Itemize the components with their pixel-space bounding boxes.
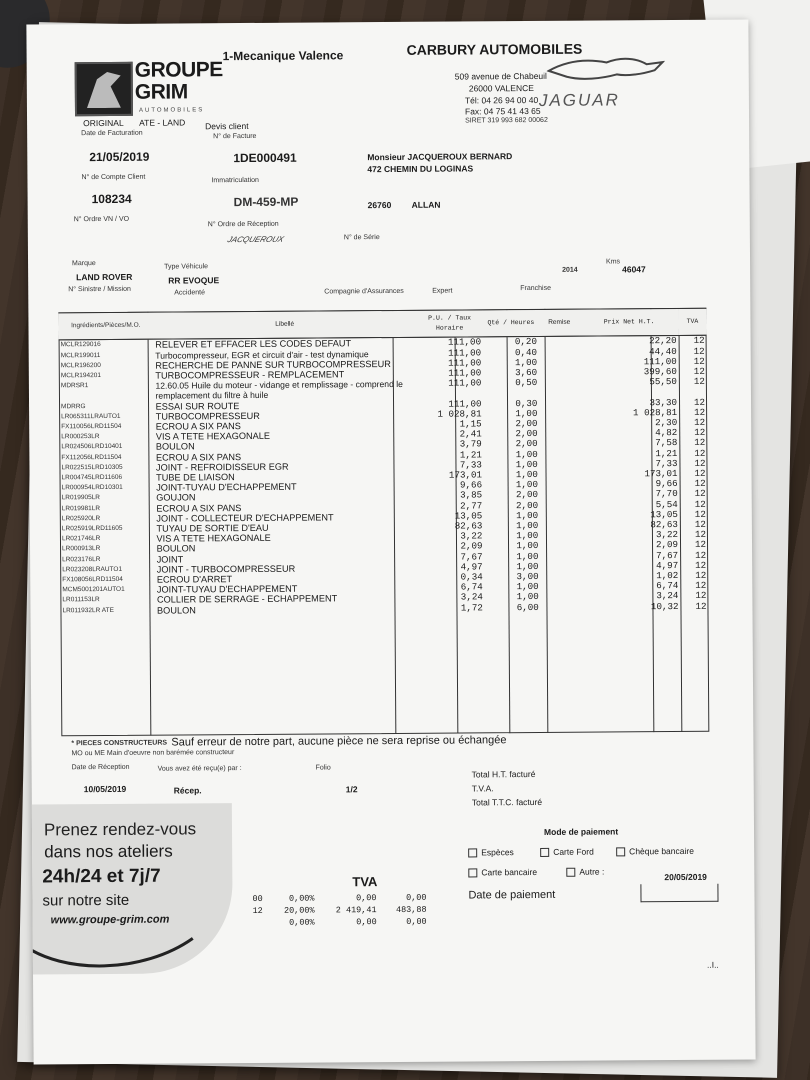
cell-tva: 12 (694, 539, 707, 551)
reception-date: 10/05/2019 (83, 783, 127, 795)
cell-tva: 12 (694, 488, 706, 500)
address-2: 26000 VALENCE (468, 82, 534, 94)
cell-pu: 1 028,81 (437, 408, 482, 420)
fax: Fax: 04 75 41 43 65 (464, 105, 541, 117)
payment-date-label: Date de paiement (468, 888, 556, 902)
cell-tva: 12 (693, 355, 705, 367)
pay-autre[interactable] (566, 867, 604, 878)
cell-remise (540, 470, 581, 480)
cell-remise (539, 337, 580, 348)
tva-code: 00 (252, 893, 263, 904)
expert-label: Expert (432, 287, 453, 295)
cell-remise (540, 531, 581, 541)
recu-label: Vous avez été reçu(e) par : (157, 765, 242, 773)
cell-remise (539, 409, 580, 419)
cell-ref: LR000253LR (61, 433, 100, 441)
cell-pu: 0,34 (460, 571, 483, 583)
cell-qte: 1,00 (515, 448, 538, 460)
mo-note: MO ou ME Main d'oeuvre non barémée constructeur (71, 749, 235, 758)
cell-ref: LR025919LRD11605 (61, 524, 123, 533)
cell-tva: 12 (694, 498, 706, 510)
tva-rate: 0,00% (289, 917, 315, 928)
cell-ref: MDRSR1 (60, 382, 89, 390)
cell-qte: 1,00 (516, 591, 539, 603)
cell-qte: 1,00 (516, 530, 539, 542)
items-table (58, 308, 708, 616)
cell-pu: 173,01 (448, 469, 483, 481)
cell-net: 399,60 (643, 366, 677, 378)
cell-tva: 12 (695, 569, 707, 581)
promo-line-1: Prenez rendez-vous (43, 819, 197, 840)
cell-tva: 12 (694, 518, 706, 530)
cell-remise (539, 347, 580, 357)
cell-libelle: TURBOCOMPRESSEUR (155, 410, 260, 422)
cell-tva: 12 (694, 406, 706, 418)
promo-line-2: dans nos ateliers (44, 841, 173, 862)
reception-order-label: N° Ordre de Réception (207, 220, 279, 229)
cell-remise (541, 592, 582, 602)
cell-libelle: ESSAI SUR ROUTE (155, 400, 240, 412)
tva-amount: 0,00 (406, 892, 427, 903)
cheque-label: Chèque bancaire (629, 845, 694, 857)
tva-code: 12 (252, 905, 263, 916)
cell-net: 7,33 (655, 457, 678, 469)
cell-net: 4,82 (655, 427, 678, 439)
pay-especes[interactable] (468, 847, 514, 858)
pay-cheque[interactable] (616, 846, 694, 857)
carte-ford-label: Carte Ford (553, 846, 594, 857)
invoice-page (26, 19, 755, 1064)
cell-net: 111,00 (643, 355, 677, 368)
cell-qte: 1,00 (516, 560, 539, 572)
brand-logo-text: GROUPE GRIM (134, 58, 223, 104)
tva-base: 0,00 (356, 917, 377, 928)
cell-ref: LR021746LR (61, 535, 101, 543)
franchise-label: Franchise (520, 284, 551, 293)
cell-qte: 1,00 (515, 469, 538, 481)
cell-libelle: 12.60.05 Huile du moteur - vidange et remplissage - comprend le remplacement du filtre à huile (155, 379, 403, 402)
cell-tva: 12 (693, 335, 705, 347)
km-label: Kms (606, 258, 621, 266)
tel: Tél: 04 26 94 00 40 (464, 94, 539, 106)
page-mark: ..I.. (706, 959, 719, 970)
cell-ref: LR024506LRD10401 (61, 443, 123, 451)
groupe-grim-logo-icon (75, 62, 133, 116)
cell-remise (540, 490, 581, 500)
cell-tva: 12 (695, 580, 707, 592)
promo-line-3: 24h/24 et 7j/7 (42, 865, 161, 888)
cell-ref: LR022515LRD10305 (61, 463, 123, 472)
cell-qte: 0,20 (514, 336, 537, 348)
tva-rate: 0,00% (288, 893, 315, 904)
checkbox-carte-ford[interactable] (540, 848, 549, 857)
cell-pu: 9,66 (459, 479, 483, 491)
header-pu: P.U. / Taux Horaire (416, 310, 483, 338)
cell-pu: 7,67 (460, 551, 483, 563)
tva-amount: 0,00 (406, 916, 427, 927)
cell-libelle: JOINT - TURBOCOMPRESSEUR (156, 563, 296, 575)
type-label: Type Véhicule (164, 263, 209, 271)
address-1: 509 avenue de Chabeuil (454, 70, 547, 82)
cell-ref: MCM5001201AUTO1 (62, 586, 125, 594)
payment-date-value: 20/05/2019 (664, 871, 707, 883)
cell-libelle: JOINT-TUYAU D'ECHAPPEMENT (156, 583, 298, 595)
cell-tva: 12 (695, 549, 707, 561)
stamp-scribble: JACQUEROUX (226, 234, 286, 245)
cell-tva: 12 (694, 437, 706, 449)
tva-row (253, 916, 433, 929)
cell-ref: LR000954LRD10301 (61, 484, 123, 492)
cell-ref: LR011153LR (62, 596, 100, 604)
doc-type: Devis client (205, 120, 249, 132)
cell-remise (540, 460, 581, 470)
cell-qte: 0,40 (514, 346, 538, 358)
cell-libelle: JOINT - REFROIDISSEUR EGR (156, 461, 289, 473)
header-qte: Qté / Heures (483, 309, 539, 337)
cell-ref: LR025920LR (61, 514, 101, 523)
cell-pu: 3,79 (459, 438, 482, 450)
cell-remise (540, 511, 581, 521)
cell-pu: 2,77 (460, 500, 483, 512)
cell-net: 7,58 (655, 437, 678, 449)
cell-pu: 4,97 (460, 561, 483, 573)
cell-tva: 12 (694, 457, 706, 469)
cell-ref: LR065311LRAUTO1 (61, 412, 121, 421)
cell-qte: 1,00 (516, 550, 539, 562)
cell-pu: 2,09 (460, 540, 483, 552)
cell-qte: 0,50 (515, 377, 538, 389)
cell-net: 9,66 (655, 478, 678, 490)
checkbox-especes[interactable] (468, 849, 477, 858)
cell-libelle: VIS A TETE HEXAGONALE (156, 533, 271, 544)
cell-remise (540, 551, 581, 561)
date-label: Date de Facturation (81, 129, 143, 138)
cell-tva: 12 (695, 590, 707, 602)
cell-libelle: JOINT-TUYAU D'ECHAPPEMENT (156, 481, 297, 493)
vehicle-type: RR EVOQUE (168, 275, 220, 286)
invoice-date: 21/05/2019 (89, 149, 150, 165)
cell-qte: 6,00 (516, 601, 539, 613)
tva-amount: 483,88 (395, 904, 427, 915)
cell-net: 2,09 (655, 539, 679, 551)
cell-ref: LR004745LRD11606 (61, 473, 123, 482)
header-tva: TVA (678, 308, 706, 336)
cell-ref: LR011932LR ATE (62, 606, 114, 614)
folio: 1/2 (345, 784, 358, 795)
jaguar-wordmark: JAGUAR (538, 90, 620, 110)
total-ht-label: Total H.T. facturé (471, 768, 536, 780)
invoice-no: 1DE000491 (233, 150, 297, 166)
cell-qte: 1,00 (516, 581, 539, 593)
cell-libelle: RECHERCHE DE PANNE SUR TURBOCOMPRESSEUR (155, 358, 391, 371)
cell-libelle: ECROU D'ARRET (156, 574, 233, 585)
cell-net: 4,97 (656, 559, 679, 572)
cell-libelle: ECROU A SIX PANS (156, 502, 242, 514)
center-title: 1-Mecanique Valence (222, 48, 344, 64)
client-postcode: 26760 (367, 199, 392, 211)
company-name: CARBURY AUTOMOBILES (406, 40, 583, 58)
cell-pu: 2,41 (459, 428, 482, 440)
cell-remise (539, 398, 580, 408)
payment-date-box (640, 884, 718, 903)
checkbox-carte-bancaire[interactable] (468, 869, 477, 878)
siret: SIRET 319 993 682 00062 (465, 116, 548, 125)
cell-libelle: JOINT - COLLECTEUR D'ECHAPPEMENT (156, 512, 334, 524)
cell-net: 3,22 (655, 529, 679, 541)
tva-rate: 20,00% (283, 905, 315, 916)
km-value: 46047 (622, 264, 646, 275)
cell-net: 1,02 (656, 570, 679, 582)
payment-title: Mode de paiement (543, 826, 619, 837)
cell-net: 6,74 (656, 580, 679, 592)
client-account-label: N° de Compte Client (81, 173, 146, 182)
original-label: ORIGINAL (83, 117, 124, 129)
checkbox-cheque[interactable] (616, 848, 625, 857)
header-ref: Ingrédients/Pièces/M.O. (58, 312, 153, 340)
promo-url[interactable]: www.groupe-grim.com (50, 913, 170, 927)
cell-net: 13,05 (650, 508, 678, 521)
cell-tva: 12 (695, 600, 707, 612)
cell-remise (540, 449, 581, 459)
cell-tva: 12 (694, 467, 706, 479)
sinistre-label: N° Sinistre / Mission (68, 285, 131, 294)
client-city: ALLAN (411, 199, 441, 210)
cell-pu: 111,00 (448, 367, 482, 379)
pay-carte-bancaire[interactable] (468, 867, 537, 878)
cell-net: 44,40 (649, 345, 677, 357)
cell-tva: 12 (693, 365, 705, 377)
cell-remise (540, 429, 581, 439)
cell-qte: 1,00 (516, 540, 539, 552)
cell-ref: MCLR196200 (60, 361, 101, 370)
cell-remise (540, 439, 581, 449)
cell-tva: 12 (694, 416, 706, 428)
cell-net: 82,63 (650, 519, 678, 531)
folio-label: Folio (315, 764, 331, 772)
carte-bancaire-label: Carte bancaire (481, 866, 538, 878)
cell-remise (539, 357, 580, 367)
cell-qte: 1,00 (515, 407, 538, 419)
cell-tva: 12 (694, 427, 706, 439)
tva-label: T.V.A. (471, 783, 494, 794)
cell-remise (540, 480, 581, 490)
marque-label: Marque (72, 260, 96, 268)
tva-code (253, 917, 273, 929)
cell-tva: 12 (693, 396, 706, 408)
cell-qte: 1,00 (516, 520, 539, 532)
assurance-label: Compagnie d'Assurances (324, 287, 404, 296)
cell-libelle: BOULON (156, 543, 196, 555)
ate-land-label: ATE - LAND (139, 117, 186, 128)
jaguar-leaper-icon (547, 54, 665, 83)
cell-net: 22,20 (649, 335, 677, 347)
client-name: Monsieur JACQUEROUX BERNARD (367, 151, 513, 163)
cell-ref: MCLR199011 (60, 351, 101, 359)
cell-qte: 2,00 (515, 438, 538, 450)
cell-pu: 111,00 (448, 397, 482, 410)
disclaimer: Sauf erreur de notre part, aucune pièce ne sera reprise ou échangée (171, 734, 507, 749)
cell-net: 33,30 (649, 396, 678, 408)
cell-net: 1 028,81 (632, 406, 678, 419)
promo-line-4: sur notre site (42, 891, 130, 910)
cell-qte: 1,00 (515, 479, 538, 491)
cell-qte: 3,00 (516, 571, 539, 583)
cell-libelle: TUBE DE LIAISON (156, 472, 235, 483)
cell-pu: 3,85 (460, 489, 483, 501)
cell-remise (539, 378, 580, 399)
cell-ref: FX112056LRD11504 (61, 453, 122, 461)
cell-remise (541, 572, 582, 582)
cell-ref: LR023176LR (62, 555, 101, 563)
serial-label: N° de Série (343, 234, 380, 242)
cell-tva: 12 (694, 529, 706, 541)
tva-base: 0,00 (356, 893, 377, 904)
cell-libelle: Turbocompresseur, EGR et circuit d'air - test dynamique (155, 348, 369, 361)
client-account: 108234 (91, 191, 132, 207)
cell-pu: 1,15 (459, 418, 482, 430)
cell-net: 1,21 (655, 447, 678, 459)
cell-remise (540, 541, 581, 551)
cell-ref: FX110056LRD11504 (61, 422, 122, 431)
immat-label: Immatriculation (211, 176, 259, 185)
cell-remise (539, 419, 580, 429)
cell-libelle: BOULON (155, 441, 195, 453)
cell-net: 10,32 (650, 600, 679, 612)
cell-net: 2,30 (655, 417, 678, 429)
pay-carte-ford[interactable] (540, 847, 594, 858)
cell-ref: FX108056LRD11504 (62, 575, 123, 584)
header-net: Prix Net H.T. (580, 308, 679, 336)
cell-libelle: RELEVER ET EFFACER LES CODES DEFAUT (155, 338, 352, 351)
cell-remise (541, 602, 582, 612)
cell-qte: 2,00 (515, 428, 538, 440)
cell-ref: LR000913LR (62, 545, 101, 553)
cell-net: 7,67 (656, 549, 679, 561)
cell-libelle: TUYAU DE SORTIE D'EAU (156, 522, 269, 534)
vehicle-year: 2014 (562, 266, 578, 274)
cell-pu: 3,24 (460, 591, 483, 603)
cell-libelle: TURBOCOMPRESSEUR - REMPLACEMENT (155, 369, 345, 381)
cell-tva: 12 (693, 376, 705, 388)
cell-qte: 2,00 (515, 489, 539, 501)
cell-qte: 0,30 (515, 397, 538, 409)
cell-pu: 111,00 (447, 336, 482, 349)
cell-pu: 111,00 (448, 377, 482, 389)
cell-ref: MCLR194201 (60, 372, 101, 380)
brand-logo-sub: AUTOMOBILES (138, 107, 205, 114)
cell-qte: 2,00 (515, 418, 538, 430)
cell-qte: 1,00 (515, 458, 538, 470)
cell-libelle: BOULON (156, 605, 196, 616)
immat: DM-459-MP (233, 194, 299, 210)
autre-label: Autre : (579, 866, 605, 877)
reception-date-label: Date de Réception (71, 763, 130, 772)
cell-pu: 111,00 (448, 346, 482, 359)
cell-libelle: ECROU A SIX PANS (155, 451, 242, 463)
recep-label: Récep. (173, 785, 202, 796)
cell-ref: MDRRG (61, 402, 86, 410)
cell-tva: 12 (693, 345, 705, 357)
cell-qte: 2,00 (515, 499, 539, 511)
cell-remise (541, 582, 582, 592)
cell-qte: 3,60 (515, 366, 538, 379)
cell-pu: 82,63 (454, 520, 483, 532)
cell-libelle: GOUJON (156, 492, 196, 504)
cell-ref: LR019905LR (61, 494, 101, 502)
cell-ref: LR023208LRAUTO1 (62, 565, 123, 574)
cell-libelle: VIS A TETE HEXAGONALE (155, 431, 271, 442)
cell-libelle: ECROU A SIX PANS (155, 421, 241, 432)
cell-net: 5,54 (655, 498, 678, 510)
cell-tva: 12 (695, 559, 707, 571)
tva-table (252, 892, 432, 929)
cell-pu: 3,22 (460, 530, 483, 542)
cell-net: 173,01 (644, 468, 678, 480)
tva-table-title: TVA (352, 874, 378, 890)
cell-libelle: JOINT (156, 554, 184, 565)
marque: LAND ROVER (76, 271, 133, 283)
checkbox-autre[interactable] (566, 868, 575, 877)
cell-pu: 1,72 (460, 602, 483, 614)
especes-label: Espèces (481, 847, 514, 858)
cell-qte: 1,00 (516, 509, 539, 521)
order-label: N° Ordre VN / VO (73, 215, 130, 224)
cell-libelle: COLLIER DE SERRAGE - ECHAPPEMENT (156, 593, 338, 606)
cell-net: 55,50 (649, 376, 677, 388)
invoice-no-label: N° de Facture (213, 132, 257, 141)
header-remise: Remise (539, 309, 580, 337)
accident-label: Accidenté (174, 289, 206, 297)
cell-remise (540, 562, 581, 572)
cell-ref: LR019981LR (61, 504, 101, 512)
cell-remise (540, 500, 581, 510)
cell-remise (540, 521, 581, 531)
cell-tva: 12 (694, 447, 706, 459)
header-libelle: Libellé (153, 310, 416, 339)
cell-pu: 1,21 (459, 449, 482, 461)
client-street: 472 CHEMIN DU LOGINAS (367, 163, 474, 175)
cell-qte: 1,00 (514, 356, 538, 368)
cell-net: 3,24 (656, 590, 679, 602)
cell-pu: 111,00 (448, 357, 482, 369)
cell-tva: 12 (694, 508, 706, 520)
tva-base: 2 419,41 (335, 905, 377, 916)
items-table-body (59, 336, 709, 617)
cell-remise (539, 368, 580, 378)
cell-ref: MCLR129016 (60, 341, 101, 349)
cell-net: 7,70 (655, 488, 678, 500)
pieces-note: * PIECES CONSTRUCTEURS (71, 739, 168, 748)
total-ttc-label: Total T.T.C. facturé (471, 796, 543, 808)
cell-pu: 13,05 (454, 510, 483, 522)
cell-pu: 6,74 (460, 581, 483, 593)
cell-tva: 12 (694, 478, 706, 490)
cell-pu: 7,33 (459, 459, 482, 471)
